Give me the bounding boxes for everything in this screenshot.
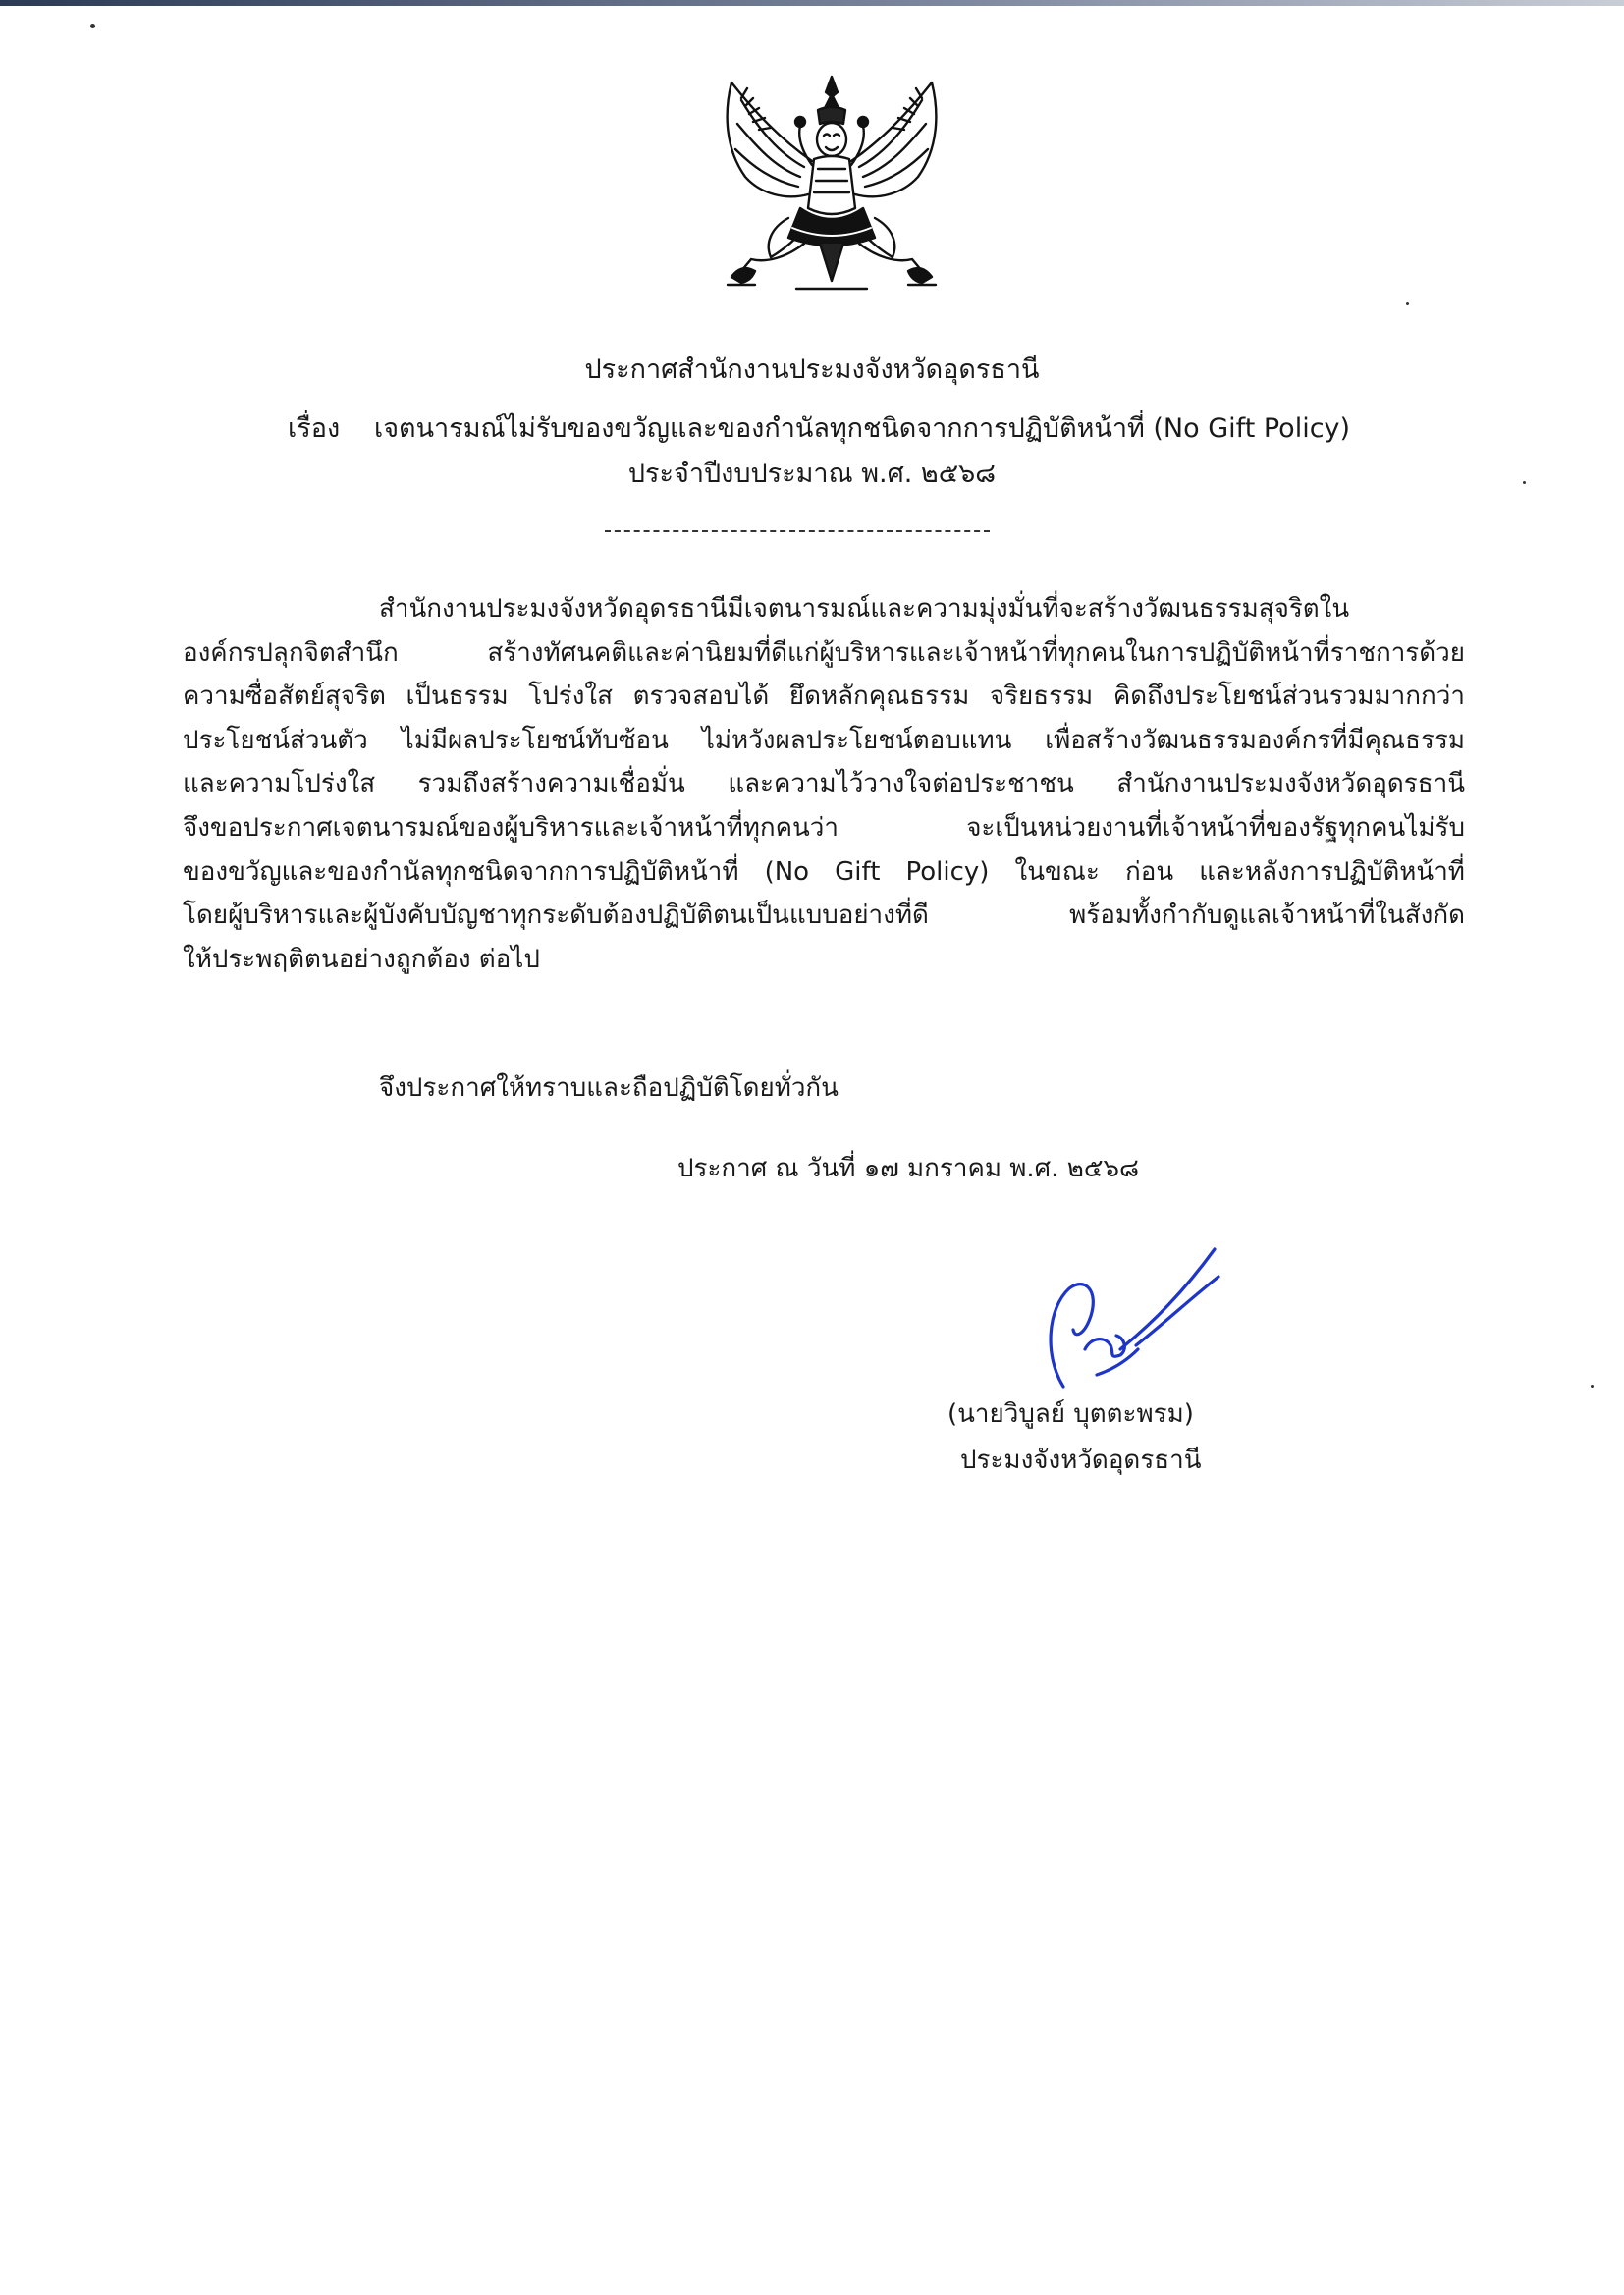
- scan-speck: [1406, 302, 1409, 305]
- body-word: Policy): [905, 856, 990, 887]
- body-word: (No: [764, 856, 810, 887]
- announcement-date: ประกาศ ณ วันที่ ๑๗ มกราคม พ.ศ. ๒๕๖๘: [677, 1154, 1140, 1183]
- handwritten-signature: [1026, 1239, 1242, 1406]
- body-word: สำนักงานประมงจังหวัดอุดรธานี: [1116, 769, 1465, 799]
- body-line: [183, 587, 1465, 631]
- body-word: ไม่มีผลประโยชน์ทับซ้อน: [401, 725, 669, 755]
- body-line: [183, 806, 1465, 850]
- body-paragraph: [183, 587, 1465, 981]
- body-word: ของขวัญและของกำนัลทุกชนิดจากการปฏิบัติหน้าที่: [183, 856, 739, 887]
- body-line: [183, 719, 1465, 763]
- body-word: และหลังการปฏิบัติหน้าที่: [1199, 856, 1465, 887]
- body-word: จึงขอประกาศเจตนารมณ์ของผู้บริหารและเจ้าหน้าที่ทุกคนว่า: [183, 812, 839, 843]
- body-word: คิดถึงประโยชน์ส่วนรวมมากกว่า: [1112, 682, 1465, 712]
- body-word: และความไว้วางใจต่อประชาชน: [728, 769, 1074, 799]
- header-divider: [605, 530, 990, 532]
- body-word: โดยผู้บริหารและผู้บังคับบัญชาทุกระดับต้องปฏิบัติตนเป็นแบบอย่างที่ดี: [183, 901, 929, 931]
- garuda-emblem: [702, 71, 961, 306]
- body-word: โปร่งใส: [528, 682, 613, 712]
- subject-text: เจตนารมณ์ไม่รับของขวัญและของกำนัลทุกชนิดจากการปฏิบัติหน้าที่ (No Gift Policy): [374, 413, 1351, 444]
- body-line: [183, 675, 1465, 719]
- body-word: สำนักงานประมงจังหวัดอุดรธานีมีเจตนารมณ์และความมุ่งมั่นที่จะสร้างวัฒนธรรมสุจริตใน: [379, 594, 1350, 624]
- body-word: ก่อน: [1124, 856, 1174, 887]
- body-line: [183, 631, 1465, 676]
- body-word: เป็นธรรม: [406, 682, 509, 712]
- body-word: จริยธรรม: [989, 682, 1094, 712]
- body-word: ประโยชน์ส่วนตัว: [183, 725, 368, 755]
- body-word: พร้อมทั้งกำกับดูแลเจ้าหน้าที่ในสังกัด: [1069, 901, 1465, 931]
- signer-name: (นายวิบูลย์ บุตตะพรม): [947, 1399, 1194, 1429]
- body-word: องค์กรปลุกจิตสำนึก: [183, 637, 399, 668]
- body-word: Gift: [835, 856, 881, 887]
- body-word: และความโปร่งใส: [183, 769, 376, 799]
- scan-edge: [0, 0, 1624, 6]
- scan-speck: [1591, 1385, 1594, 1388]
- closing-statement: จึงประกาศให้ทราบและถือปฏิบัติโดยทั่วกัน: [379, 1073, 839, 1103]
- body-word: รวมถึงสร้างความเชื่อมั่น: [417, 769, 685, 799]
- subject-label: เรื่อง: [288, 413, 341, 444]
- body-word: ไม่หวังผลประโยชน์ตอบแทน: [701, 725, 1012, 755]
- signer-title: ประมงจังหวัดอุดรธานี: [960, 1446, 1202, 1475]
- fiscal-year-line: ประจำปีงบประมาณ พ.ศ. ๒๕๖๘: [627, 459, 997, 489]
- body-line: ให้ประพฤติตนอย่างถูกต้อง ต่อไป: [183, 944, 540, 974]
- body-word: ยึดหลักคุณธรรม: [788, 682, 970, 712]
- body-line: [183, 850, 1465, 895]
- body-word: ตรวจสอบได้: [632, 682, 770, 712]
- body-word: จะเป็นหน่วยงานที่เจ้าหน้าที่ของรัฐทุกคนไม่รับ: [966, 812, 1465, 843]
- body-word: ความซื่อสัตย์สุจริต: [183, 682, 386, 712]
- body-word: ในขณะ: [1014, 856, 1100, 887]
- announcement-title: ประกาศสำนักงานประมงจังหวัดอุดรธานี: [584, 355, 1040, 385]
- subject-line: [288, 410, 1350, 449]
- body-line: [183, 762, 1465, 806]
- body-line: [183, 894, 1465, 938]
- body-word: เพื่อสร้างวัฒนธรรมองค์กรที่มีคุณธรรม: [1045, 725, 1465, 755]
- body-word: สร้างทัศนคติและค่านิยมที่ดีแก่ผู้บริหารและเจ้าหน้าที่ทุกคนในการปฏิบัติหน้าที่ราชการด้วย: [487, 637, 1465, 668]
- scan-speck: [90, 24, 95, 28]
